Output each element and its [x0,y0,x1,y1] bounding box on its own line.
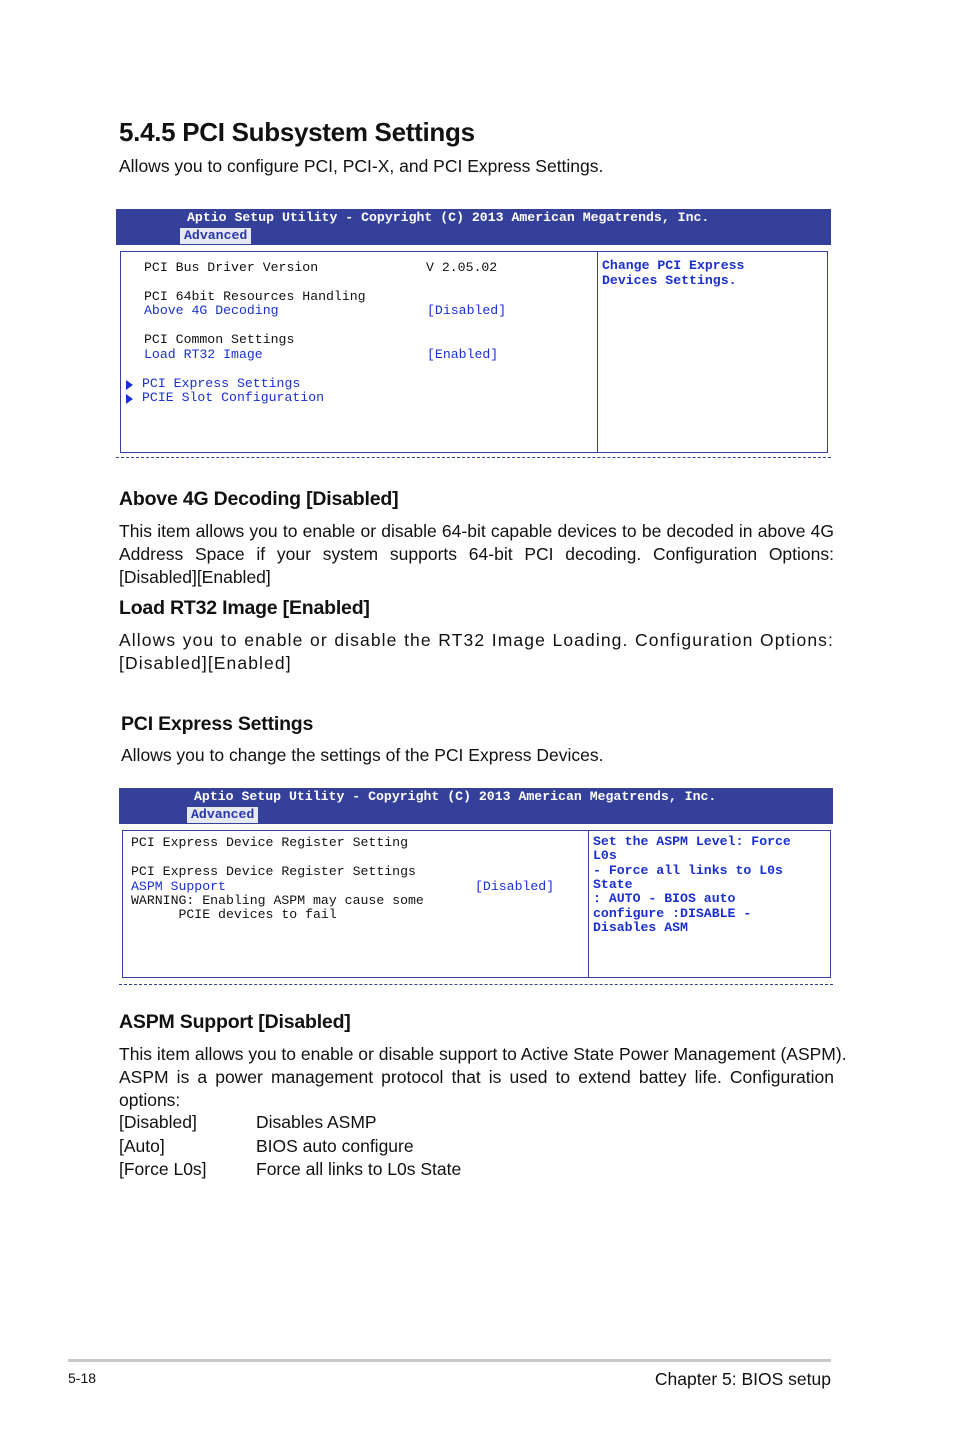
help-text-line: State [593,877,633,892]
bios-screen-pci-subsystem [116,209,831,459]
page-number: 5-18 [68,1370,97,1386]
aspm-option-key: [Disabled] [119,1112,197,1132]
aspm-support-item[interactable]: ASPM Support [131,879,226,894]
aspm-warning-text: PCIE devices to fail [131,907,337,922]
load-rt32-image-value[interactable]: [Enabled] [427,347,499,362]
aspm-description-line: This item allows you to enable or disable support to Active State Power Management (ASPM). [119,1044,847,1064]
pci-express-device-register-setting-heading: PCI Express Device Register Setting [131,835,408,850]
help-text-line: configure :DISABLE - [593,906,752,921]
aspm-option-desc: Force all links to L0s State [256,1159,462,1179]
above-4g-decoding-item[interactable]: Above 4G Decoding [144,303,279,318]
bios-header [119,788,833,824]
pci-express-heading: PCI Express Settings [121,713,314,735]
pci-bus-driver-version-label: PCI Bus Driver Version [144,260,319,275]
help-text-line: Set the ASPM Level: Force [593,834,791,849]
aspm-option-key: [Force L0s] [119,1159,207,1179]
pcie-slot-configuration-item[interactable]: PCIE Slot Configuration [142,390,325,405]
help-text-line: Devices Settings. [602,273,737,288]
above-4g-heading: Above 4G Decoding [Disabled] [119,488,399,510]
tab-advanced[interactable]: Advanced [187,807,258,823]
aspm-description-line: ASPM is a power management protocol that is used to extend battey life. Configuration [119,1067,834,1087]
pci-express-settings-item[interactable]: PCI Express Settings [142,376,301,391]
pci-express-device-register-settings-heading: PCI Express Device Register Settings [131,864,416,879]
pci-common-settings-heading: PCI Common Settings [144,332,295,347]
pci-express-intro: Allows you to change the settings of the PCI Express Devices. [121,745,604,765]
submenu-arrow-icon [126,394,133,404]
help-text-line: - Force all links to L0s [593,863,783,878]
bios-dashed-separator [119,984,833,985]
bios-header-title: Aptio Setup Utility - Copyright (C) 2013 American Megatrends, Inc. [194,789,717,804]
bios-header [116,209,831,245]
aspm-heading: ASPM Support [Disabled] [119,1011,351,1033]
chapter-title: Chapter 5: BIOS setup [654,1369,831,1389]
bios-body [119,824,833,988]
footer-rule [68,1359,831,1362]
help-text-line: : AUTO - BIOS auto [593,891,736,906]
submenu-arrow-icon [126,380,133,390]
bios-header-title: Aptio Setup Utility - Copyright (C) 2013 American Megatrends, Inc. [187,210,710,225]
section-title: 5.4.5 PCI Subsystem Settings [119,117,475,147]
help-text-line: Change PCI Express [602,258,745,273]
rt32-heading: Load RT32 Image [Enabled] [119,597,370,619]
bios-screen-pci-express [119,788,833,988]
bios-dashed-separator [116,457,831,458]
bios-body [116,245,831,459]
aspm-option-desc: BIOS auto configure [256,1136,414,1156]
aspm-description-line: options: [119,1090,181,1110]
section-intro: Allows you to configure PCI, PCI-X, and PCI Express Settings. [119,156,604,176]
aspm-support-value[interactable]: [Disabled] [475,879,555,894]
above-4g-decoding-value[interactable]: [Disabled] [427,303,507,318]
load-rt32-image-item[interactable]: Load RT32 Image [144,347,263,362]
aspm-option-desc: Disables ASMP [256,1112,377,1132]
tab-advanced[interactable]: Advanced [180,228,251,244]
aspm-option-key: [Auto] [119,1136,165,1156]
pci-bus-driver-version-value: V 2.05.02 [426,260,498,275]
above-4g-description: This item allows you to enable or disable 64-bit capable devices to be decoded in above 4G Address Space if your system supports 64-bit PCI decoding. Configuration Options: [Disabled][Enabled] [119,521,834,587]
help-text-line: L0s [593,848,617,863]
aspm-warning-text: WARNING: Enabling ASPM may cause some [131,893,424,908]
help-text-line: Disables ASM [593,920,688,935]
pci-64bit-resources-heading: PCI 64bit Resources Handling [144,289,366,304]
rt32-description: Allows you to enable or disable the RT32 Image Loading. Configuration Options: [Disabled][Enabled] [119,630,834,673]
